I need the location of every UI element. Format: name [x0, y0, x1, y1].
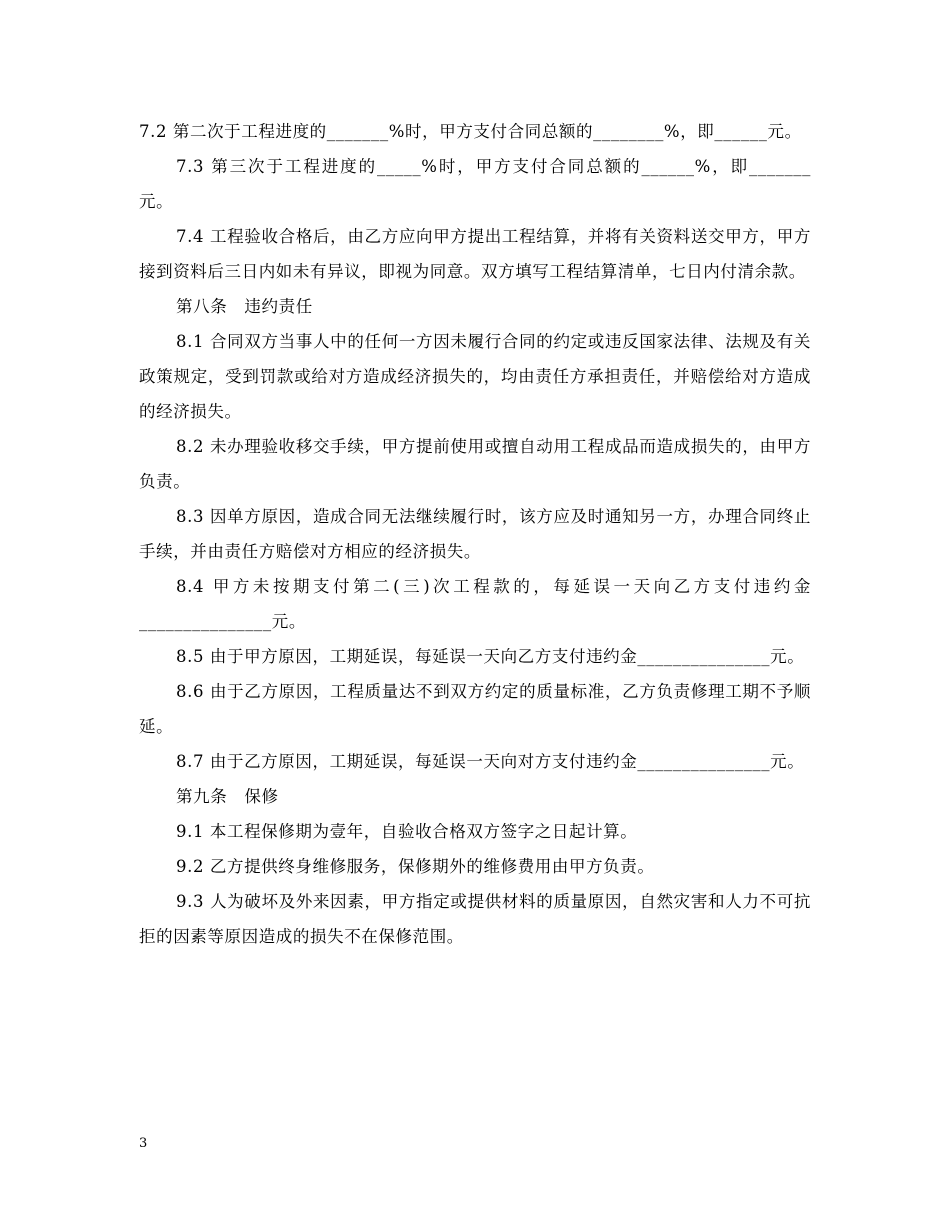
clause-8-1: 8.1 合同双方当事人中的任何一方因未履行合同的约定或违反国家法律、法规及有关政策规定，受到罚款或给对方造成经济损失的，均由责任方承担责任，并赔偿给对方造成的经济损失。	[139, 332, 811, 421]
clause-8-5: 8.5 由于甲方原因，工期延误，每延误一天向乙方支付违约金_______________元。	[176, 647, 805, 666]
clause-9-2: 9.2 乙方提供终身维修服务，保修期外的维修费用由甲方负责。	[176, 857, 655, 876]
article-8-heading: 第八条 违约责任	[176, 297, 313, 316]
clause-8-7: 8.7 由于乙方原因，工期延误，每延误一天向对方支付违约金_______________元。	[176, 752, 805, 771]
article-9-heading: 第九条 保修	[176, 787, 279, 806]
page-number: 3	[139, 1136, 148, 1151]
clause-8-3: 8.3 因单方原因，造成合同无法继续履行时，该方应及时通知另一方，办理合同终止手续，并由责任方赔偿对方相应的经济损失。	[139, 507, 811, 561]
clause-7-2: 7.2 第二次于工程进度的_______%时，甲方支付合同总额的________%，即______元。	[139, 122, 802, 141]
document-body	[139, 114, 811, 954]
clause-8-4: 8.4 甲方未按期支付第二(三)次工程款的，每延误一天向乙方支付违约金_______________元。	[139, 577, 811, 631]
clause-8-2: 8.2 未办理验收移交手续，甲方提前使用或擅自动用工程成品而造成损失的，由甲方负责。	[139, 437, 811, 491]
clause-7-4: 7.4 工程验收合格后，由乙方应向甲方提出工程结算，并将有关资料送交甲方，甲方接到资料后三日内如未有异议，即视为同意。双方填写工程结算清单，七日内付清余款。	[139, 227, 811, 281]
clause-8-6: 8.6 由于乙方原因，工程质量达不到双方约定的质量标准，乙方负责修理工期不予顺延。	[139, 682, 811, 736]
clause-9-3: 9.3 人为破坏及外来因素，甲方指定或提供材料的质量原因，自然灾害和人力不可抗拒的因素等原因造成的损失不在保修范围。	[139, 892, 811, 946]
clause-7-3: 7.3 第三次于工程进度的_____%时，甲方支付合同总额的______%，即_______元。	[139, 157, 811, 211]
clause-9-1: 9.1 本工程保修期为壹年，自验收合格双方签字之日起计算。	[176, 822, 638, 841]
